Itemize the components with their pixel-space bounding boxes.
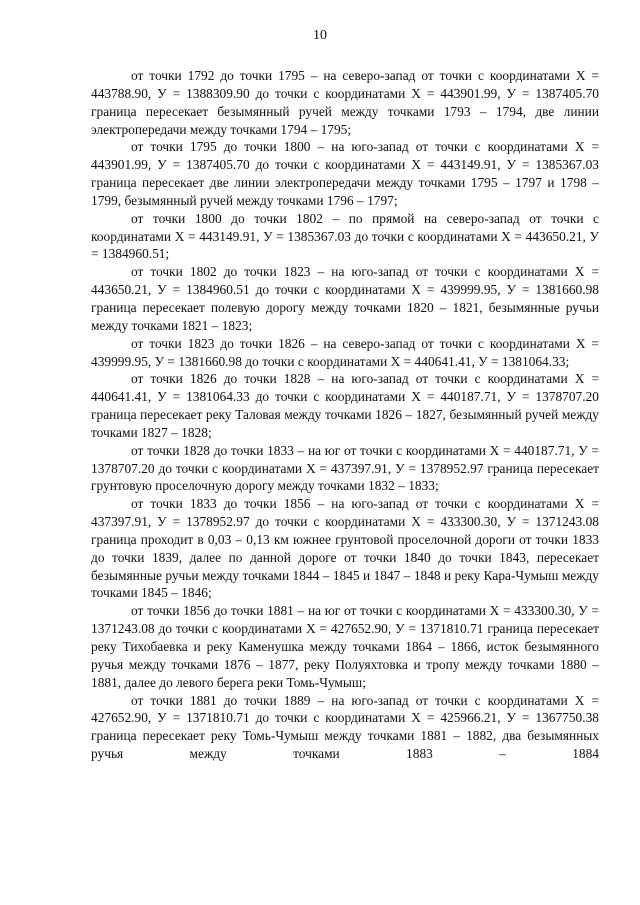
boundary-paragraph-1792-1795: от точки 1792 до точки 1795 – на северо-запад от точки с координатами Х = 443788.90, У = 1388309.90 до точки с координатами Х = 443901.99, У = 1387405.70 граница пересекает безымянный ручей между точками 1793 – 1794, две линии электропередачи между точками 1794 – 1795; (91, 68, 599, 137)
boundary-paragraph-1802-1823: от точки 1802 до точки 1823 – на юго-запад от точки с координатами Х = 443650.21, У = 1384960.51 до точки с координатами Х = 439999.95, У = 1381660.98 граница пересекает полевую дорогу между точками 1820 – 1821, безымянные ручьи между точками 1821 – 1823; (91, 264, 599, 333)
document-body (91, 67, 599, 763)
boundary-paragraph-1800-1802: от точки 1800 до точки 1802 – по прямой на северо-запад от точки с координатами Х = 443149.91, У = 1385367.03 до точки с координатами Х = 443650.21, У = 1384960.51; (91, 210, 599, 262)
boundary-paragraph-1881-1889: от точки 1881 до точки 1889 – на юго-запад от точки с координатами Х = 427652.90, У = 1371810.71 до точки с координатами Х = 425966.21, У = 1367750.38 граница пересекает реку Томь-Чумыш между точками 1881 – 1882, два безымянных ручья между точками 1883 – 1884 (91, 692, 599, 762)
page-number: 10 (313, 28, 327, 43)
boundary-paragraph-1833-1856: от точки 1833 до точки 1856 – на юго-запад от точки с координатами Х = 437397.91, У = 1378952.97 до точки с координатами Х = 433300.30, У = 1371243.08 граница проходит в 0,03 – 0,13 км южнее грунтовой проселочной дороги от точки 1833 до точки 1839, далее по данной дороге от точки 1840 до точки 1843, пересекает безымянные ручьи между точками 1844 – 1845 и 1847 – 1848 и реку Кара-Чумыш между точками 1845 – 1846; (91, 496, 599, 601)
boundary-paragraph-1826-1828: от точки 1826 до точки 1828 – на юго-запад от точки с координатами Х = 440641.41, У = 1381064.33 до точки с координатами Х = 440187.71, У = 1378707.20 граница пересекает реку Таловая между точками 1826 – 1827, безымянный ручей между точками 1827 – 1828; (91, 371, 599, 440)
boundary-paragraph-1795-1800: от точки 1795 до точки 1800 – на юго-запад от точки с координатами Х = 443901.99, У = 1387405.70 до точки с координатами Х = 443149.91, У = 1385367.03 граница пересекает две линии электропередачи между точками 1795 – 1797 и 1798 – 1799, безымянный ручей между точками 1796 – 1797; (91, 139, 599, 208)
boundary-paragraph-1828-1833: от точки 1828 до точки 1833 – на юг от точки с координатами Х = 440187.71, У = 1378707.20 до точки с координатами Х = 437397.91, У = 1378952.97 граница пересекает грунтовую проселочную дорогу между точками 1832 – 1833; (91, 442, 599, 494)
boundary-paragraph-1823-1826: от точки 1823 до точки 1826 – на северо-запад от точки с координатами Х = 439999.95, У = 1381660.98 до точки с координатами Х = 440641.41, У = 1381064.33; (91, 335, 599, 369)
boundary-paragraph-1856-1881: от точки 1856 до точки 1881 – на юг от точки с координатами Х = 433300.30, У = 1371243.08 до точки с координатами Х = 427652.90, У = 1371810.71 граница пересекает реку Тихобаевка и реку Каменушка между точками 1864 – 1866, исток безымянного ручья между точками 1876 – 1877, реку Полуяхтовка и тропу между точками 1880 – 1881, далее до левого берега реки Томь-Чумыш; (91, 603, 599, 690)
